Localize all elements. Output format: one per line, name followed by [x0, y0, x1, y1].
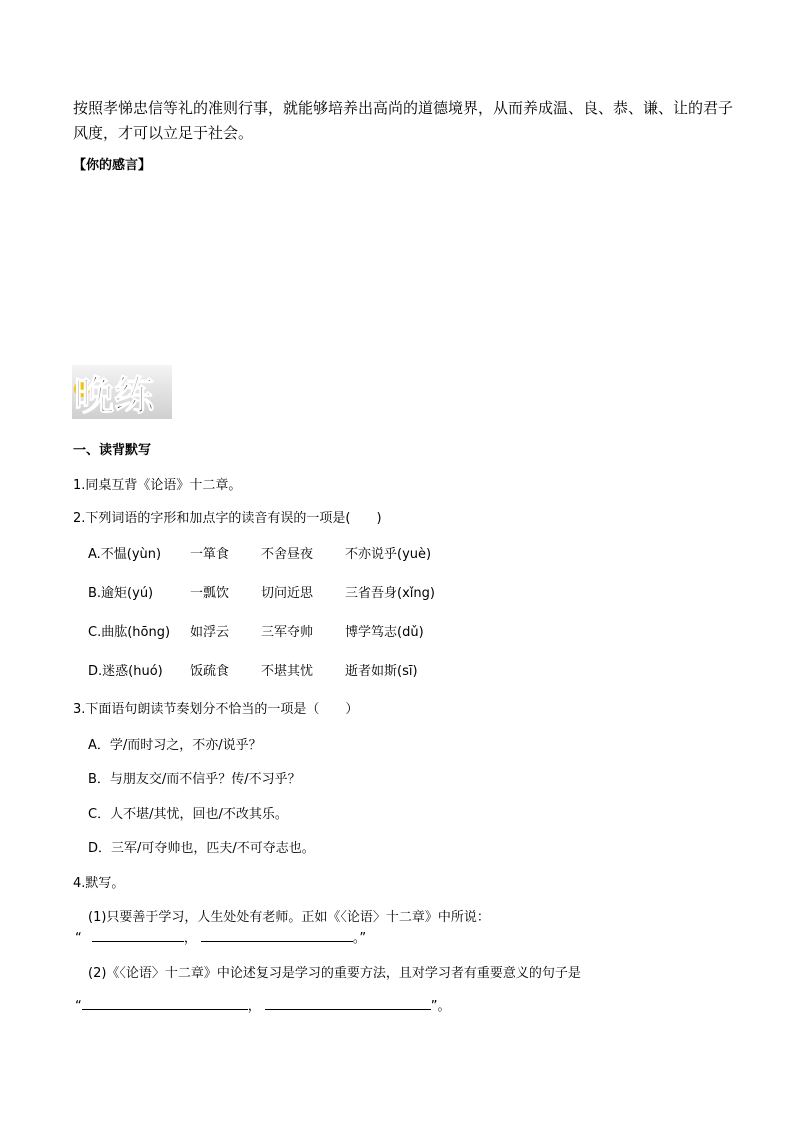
open-quote: “: [75, 931, 82, 946]
comma: ，: [247, 999, 261, 1014]
q2-option-a-1: A.不愠(yùn): [88, 547, 162, 562]
q4-answer-line-1: [75, 927, 366, 946]
svg-text:晚练: 晚练: [74, 373, 154, 419]
q2-option-c-4: 博学笃志(dǔ): [345, 625, 424, 640]
q2-option-d-2: 饭疏食: [190, 664, 230, 679]
answer-blank-2b[interactable]: [265, 995, 431, 1010]
q3-option-c: C．人不堪/其忧，回也/不改其乐。: [88, 807, 288, 822]
evening-practice-logo: [72, 365, 172, 419]
q2-option-c-1: C.曲肱(hōng): [88, 625, 171, 640]
feeling-heading: 【你的感言】: [73, 158, 152, 173]
q2-option-c-3: 三军夺帅: [261, 625, 314, 640]
q2-option-a-4: 不亦说乎(yuè): [345, 547, 432, 562]
q2-option-d-1: D.迷惑(huó): [88, 664, 163, 679]
q2-option-b-3: 切问近思: [261, 586, 314, 601]
q3-option-d: D．三军/可夺帅也，匹夫/不可夺志也。: [88, 841, 315, 856]
q3-option-b: B．与朋友交/而不信乎？传/不习乎？: [88, 772, 301, 787]
q2-option-b-4: 三省吾身(xǐng): [345, 586, 435, 601]
q2-option-a-2: 一箪食: [190, 547, 230, 562]
answer-blank-1a[interactable]: [92, 927, 184, 942]
q3-option-a: A．学/而时习之，不亦/说乎？: [88, 738, 262, 753]
q4-subquestion-1: (1)只要善于学习，人生处处有老师。正如《〈论语〉十二章》中所说：: [88, 910, 490, 925]
q2-option-b-2: 一瓢饮: [190, 586, 230, 601]
question-4-stem: 4.默写。: [73, 876, 125, 891]
answer-blank-2a[interactable]: [82, 995, 248, 1010]
close-quote: ”。: [430, 999, 451, 1014]
section1-title: 一、读背默写: [73, 443, 152, 458]
question-2-stem: 2.下列词语的字形和加点字的读音有误的一项是( ): [73, 511, 382, 526]
intro-paragraph: 按照孝悌忠信等礼的准则行事，就能够培养出高尚的道德境界，从而养成温、良、恭、谦、让的君子风度，才可以立足于社会。: [73, 99, 734, 142]
q4-answer-line-2: [75, 995, 451, 1014]
q4-subquestion-2: (2)《〈论语〉十二章》中论述复习是学习的重要方法，且对学习者有重要意义的句子是: [88, 966, 581, 981]
question-1: 1.同桌互背《论语》十二章。: [73, 478, 242, 493]
q2-option-c-2: 如浮云: [190, 625, 230, 640]
q2-option-d-4: 逝者如斯(sī): [345, 664, 418, 679]
question-3-stem: 3.下面语句朗读节奏划分不恰当的一项是（ ）: [73, 702, 359, 717]
comma: ，: [183, 931, 197, 946]
answer-blank-1b[interactable]: [201, 927, 353, 942]
open-quote: “: [75, 999, 82, 1014]
close-quote: 。”: [352, 931, 367, 946]
q2-option-a-3: 不舍昼夜: [261, 547, 314, 562]
q2-option-d-3: 不堪其忧: [261, 664, 314, 679]
q2-option-b-1: B.逾矩(yú): [88, 586, 154, 601]
